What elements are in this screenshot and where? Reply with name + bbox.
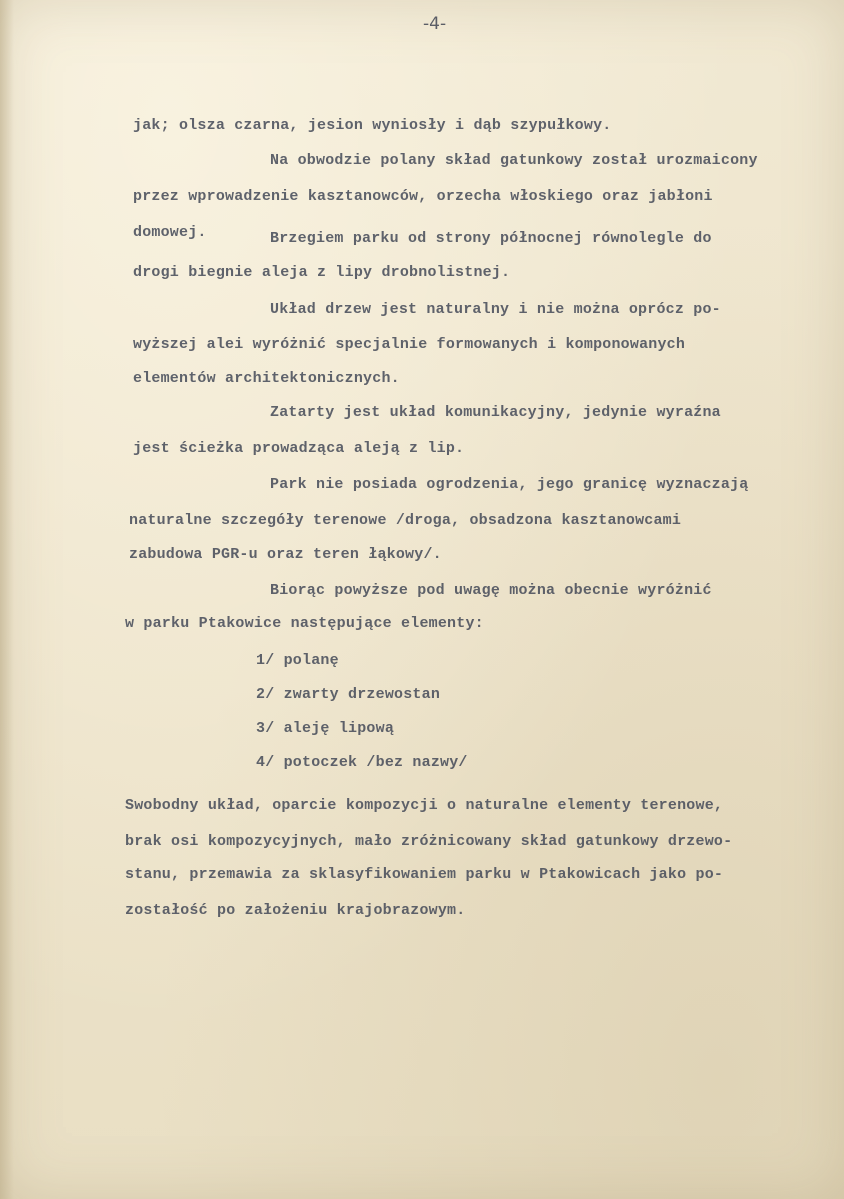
list-item: 2/ zwarty drzewostan [256, 686, 441, 703]
text-line: Na obwodzie polany skład gatunkowy został urozmaicony [270, 152, 758, 169]
list-item: 3/ aleję lipową [256, 720, 395, 737]
text-line: przez wprowadzenie kasztanowców, orzecha włoskiego oraz jabłoni [133, 188, 713, 205]
text-line: domowej. [133, 224, 207, 241]
text-line: brak osi kompozycyjnych, mało zróżnicowany skład gatunkowy drzewo- [125, 833, 733, 850]
text-line: Układ drzew jest naturalny i nie można oprócz po- [270, 301, 721, 318]
list-item: 4/ potoczek /bez nazwy/ [256, 754, 468, 771]
page-number: -4- [423, 14, 447, 34]
text-line: jest ścieżka prowadząca aleją z lip. [133, 440, 465, 457]
text-line: Zatarty jest układ komunikacyjny, jedynie wyraźna [270, 404, 721, 421]
text-line: stanu, przemawia za sklasyfikowaniem parku w Ptakowicach jako po- [125, 866, 724, 883]
text-line: elementów architektonicznych. [133, 370, 400, 387]
text-line: Swobodny układ, oparcie kompozycji o naturalne elementy terenowe, [125, 797, 724, 814]
text-line: naturalne szczegóły terenowe /droga, obsadzona kasztanowcami [129, 512, 682, 529]
text-line: Biorąc powyższe pod uwagę można obecnie wyróżnić [270, 582, 712, 599]
text-line: zostałość po założeniu krajobrazowym. [125, 902, 466, 919]
text-line: wyższej alei wyróżnić specjalnie formowanych i komponowanych [133, 336, 686, 353]
list-item: 1/ polanę [256, 652, 339, 669]
text-line: zabudowa PGR-u oraz teren łąkowy/. [129, 546, 442, 563]
text-line: Brzegiem parku od strony północnej równolegle do [270, 230, 712, 247]
text-line: drogi biegnie aleja z lipy drobnolistnej. [133, 264, 511, 281]
text-line: w parku Ptakowice następujące elementy: [125, 615, 484, 632]
paper-edge-shadow [0, 0, 14, 1199]
text-line: Park nie posiada ogrodzenia, jego granicę wyznaczają [270, 476, 749, 493]
text-line: jak; olsza czarna, jesion wyniosły i dąb szypułkowy. [133, 117, 612, 134]
